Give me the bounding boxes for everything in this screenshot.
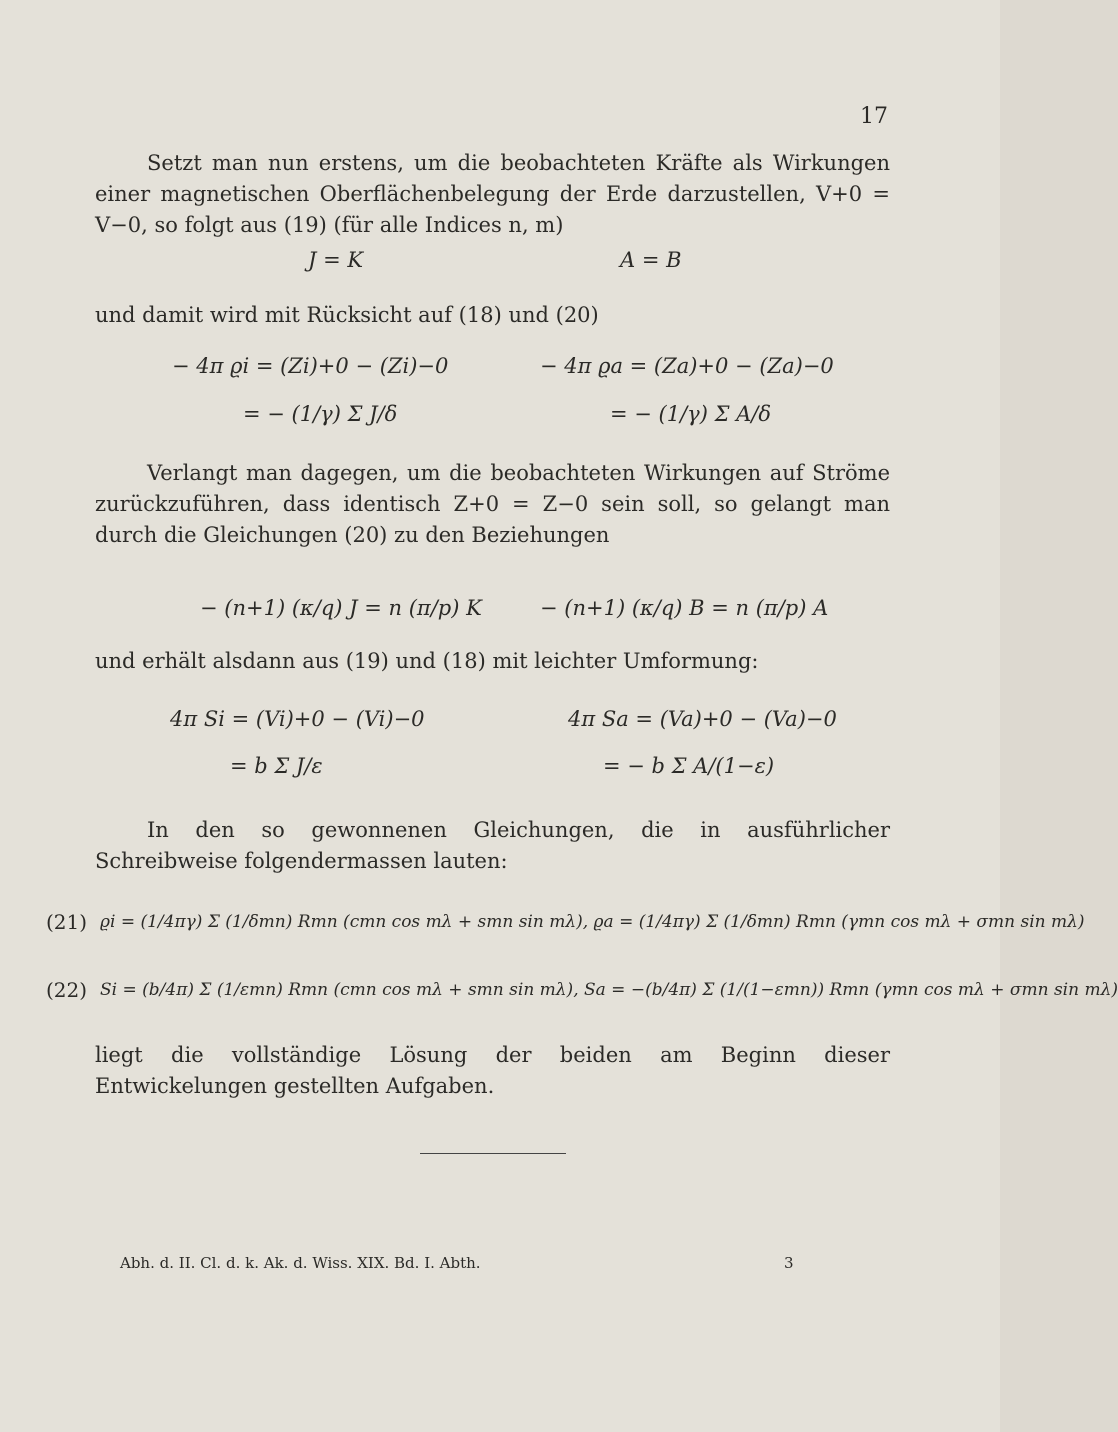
- equation-2-left-line2: = − (1/γ) Σ J/δ: [243, 402, 398, 426]
- equation-3-right: − (n+1) (κ/q) B = n (π/p) A: [540, 596, 829, 620]
- paragraph-4: und erhält alsdann aus (19) und (18) mit leichter Umformung:: [95, 649, 759, 673]
- paragraph-3: Verlangt man dagegen, um die beobachteten Wirkungen auf Ströme zurückzuführen, dass identisch Z+0 = Z−0 sein soll, so gelangt man durch die Gleichungen (20) zu den Beziehungen: [95, 461, 890, 547]
- equation-4-right-line1: 4π Sa = (Va)+0 − (Va)−0: [568, 707, 837, 731]
- page-number: 17: [860, 104, 888, 129]
- equation-21-label: (21): [46, 910, 88, 934]
- equation-4-left-line2: = b Σ J/ε: [230, 754, 323, 778]
- equation-2-right-line1: − 4π ϱa = (Za)+0 − (Za)−0: [540, 354, 834, 378]
- equation-21: ϱi = (1/4πγ) Σ (1/δmn) Rmn (cmn cos mλ + smn sin mλ), ϱa = (1/4πγ) Σ (1/δmn) Rmn (γmn cos mλ + σmn sin mλ): [100, 912, 1085, 932]
- equation-1-right: A = B: [620, 248, 682, 272]
- equation-4-right-line2: = − b Σ A/(1−ε): [603, 754, 775, 778]
- paragraph-6: liegt die vollständige Lösung der beiden am Beginn dieser Entwickelungen gestellten Aufgaben.: [95, 1043, 890, 1098]
- equation-3-left: − (n+1) (κ/q) J = n (π/p) K: [200, 596, 482, 620]
- paragraph-5: In den so gewonnenen Gleichungen, die in ausführlicher Schreibweise folgendermassen lauten:: [95, 818, 890, 873]
- paragraph-2: und damit wird mit Rücksicht auf (18) und (20): [95, 303, 599, 327]
- equation-1-left: J = K: [308, 248, 364, 272]
- footnote-divider: [420, 1153, 566, 1154]
- equation-2-left-line1: − 4π ϱi = (Zi)+0 − (Zi)−0: [172, 354, 449, 378]
- show-through-texture: [95, 1165, 890, 1235]
- paragraph-1: Setzt man nun erstens, um die beobachteten Kräfte als Wirkungen einer magnetischen Oberflächenbelegung der Erde darzustellen, V+0 = V−0, so folgt aus (19) (für alle Indices n, m): [95, 151, 890, 237]
- footer-citation: Abh. d. II. Cl. d. k. Ak. d. Wiss. XIX. Bd. I. Abth.: [120, 1254, 481, 1272]
- equation-22-label: (22): [46, 978, 88, 1002]
- signature-mark: 3: [784, 1254, 794, 1272]
- equation-22: Si = (b/4π) Σ (1/εmn) Rmn (cmn cos mλ + smn sin mλ), Sa = −(b/4π) Σ (1/(1−εmn)) Rmn (γmn cos mλ + σmn sin mλ): [100, 980, 1118, 1000]
- equation-2-right-line2: = − (1/γ) Σ A/δ: [610, 402, 771, 426]
- equation-4-left-line1: 4π Si = (Vi)+0 − (Vi)−0: [170, 707, 425, 731]
